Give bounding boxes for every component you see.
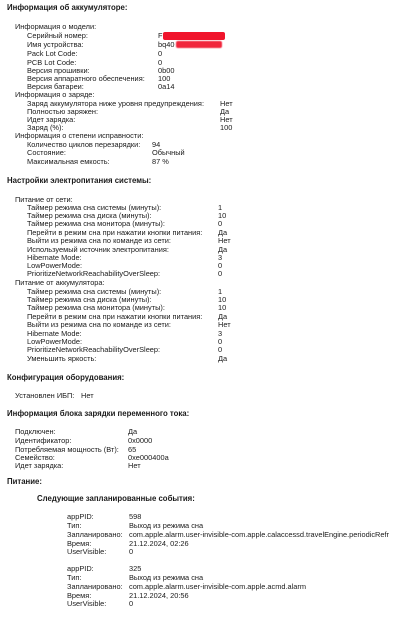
field-value: 0 (158, 49, 163, 58)
ac-power-header: Питание от сети: (15, 195, 73, 204)
field-label: LowPowerMode: (27, 337, 83, 346)
field-label: Используемый источник электропитания: (27, 245, 169, 254)
field-value: 10 (218, 303, 227, 312)
field-label: Таймер режима сна системы (минуты): (27, 203, 162, 212)
field-value: 0 (218, 345, 223, 354)
field-value: Да (218, 312, 228, 321)
field-label: Версия батареи: (27, 82, 84, 91)
field-value: 598 (129, 512, 142, 521)
redaction-mark (176, 41, 222, 48)
field-label: Серийный номер: (27, 31, 88, 40)
field-value: 0 (129, 599, 134, 608)
field-label: Время: (67, 591, 92, 600)
field-value: com.apple.alarm.user-invisible-com.apple.acmd.alarm (129, 582, 307, 591)
field-value: Нет (218, 320, 231, 329)
field-value: 1 (218, 203, 223, 212)
field-label: Таймер режима сна монитора (минуты): (27, 303, 165, 312)
field-label: Таймер режима сна диска (минуты): (27, 211, 152, 220)
field-value: Нет (220, 115, 233, 124)
field-value: Да (218, 354, 228, 363)
power-title: Питание: (7, 477, 42, 486)
field-value: 100 (158, 74, 171, 83)
field-label: Таймер режима сна диска (минуты): (27, 295, 152, 304)
field-value: 0 (158, 58, 163, 67)
field-value: 0 (218, 337, 223, 346)
info-row (0, 355, 402, 364)
model-info-header: Информация о модели: (15, 22, 97, 31)
field-value: 10 (218, 211, 227, 220)
field-value: 0 (218, 261, 223, 270)
health-info-header: Информация о степени исправности: (15, 131, 144, 140)
field-label: PrioritizeNetworkReachabilityOverSleep: (27, 345, 161, 354)
scheduled-events-title: Следующие запланированные события: (37, 494, 195, 503)
field-value: 65 (128, 445, 137, 454)
field-label: PCB Lot Code: (27, 58, 77, 67)
ac-charger-title: Информация блока зарядки переменного тока: (7, 409, 190, 418)
redaction-mark (163, 32, 225, 40)
field-value: Да (128, 427, 138, 436)
field-label: Идет зарядка: (15, 461, 64, 470)
field-value: 0 (218, 269, 223, 278)
battery-section-title: Информация об аккумуляторе: (7, 3, 128, 12)
field-label: Максимальная емкость: (27, 157, 110, 166)
field-label: PrioritizeNetworkReachabilityOverSleep: (27, 269, 161, 278)
device-name-value: bq40 (158, 40, 175, 49)
field-label: Семейство: (15, 453, 55, 462)
battery-power-header: Питание от аккумулятора: (15, 278, 105, 287)
field-value: Да (218, 245, 228, 254)
field-value: 0b00 (158, 66, 175, 75)
field-value: 0xe000400a (128, 453, 169, 462)
charge-info-header: Информация о заряде: (15, 90, 95, 99)
field-label: Количество циклов перезарядки: (27, 140, 141, 149)
field-label: Hibernate Mode: (27, 329, 82, 338)
field-label: Hibernate Mode: (27, 253, 82, 262)
power-settings-title: Настройки электропитания системы: (7, 176, 152, 185)
field-label: Тип: (67, 573, 82, 582)
field-label: Имя устройства: (27, 40, 84, 49)
field-label: Подключен: (15, 427, 56, 436)
field-label: Выйти из режима сна по команде из сети: (27, 236, 171, 245)
field-value: 100 (220, 123, 233, 132)
field-label: appPID: (67, 512, 94, 521)
event-row (0, 531, 402, 540)
field-value: 0x0000 (128, 436, 153, 445)
field-label: UserVisible: (67, 599, 107, 608)
field-label: Перейти в режим сна при нажатии кнопки питания: (27, 228, 203, 237)
field-label: Состояние: (27, 148, 66, 157)
field-label: LowPowerMode: (27, 261, 83, 270)
field-value: com.apple.alarm.user-invisible-com.apple.calaccessd.travelEngine.periodicRefr (129, 531, 390, 539)
field-value: 1 (218, 287, 223, 296)
field-value: Выход из режима сна (129, 521, 204, 530)
field-label: Заряд (%): (27, 123, 64, 132)
field-value: 10 (218, 295, 227, 304)
field-value: 0 (218, 219, 223, 228)
field-label: Потребляемая мощность (Вт): (15, 445, 119, 454)
field-value: 0a14 (158, 82, 175, 91)
field-label: Полностью заряжен: (27, 107, 99, 116)
field-value: 87 % (152, 157, 169, 166)
field-label: Тип: (67, 521, 82, 530)
field-label: UserVisible: (67, 547, 107, 556)
ups-label: Установлен ИБП: (15, 391, 75, 400)
field-value: Да (218, 228, 228, 237)
field-label: Выйти из режима сна по команде из сети: (27, 320, 171, 329)
field-value: Выход из режима сна (129, 573, 204, 582)
field-label: Таймер режима сна монитора (минуты): (27, 219, 165, 228)
field-label: Время: (67, 539, 92, 548)
info-row (0, 392, 402, 401)
field-label: Уменьшить яркость: (27, 354, 97, 363)
field-value: 325 (129, 564, 142, 573)
field-label: Идентификатор: (15, 436, 72, 445)
field-value: Нет (128, 461, 141, 470)
field-value: 0 (129, 547, 134, 556)
field-label: Pack Lot Code: (27, 49, 78, 58)
field-label: Запланировано: (67, 530, 123, 539)
event-row (0, 522, 402, 531)
field-value: 21.12.2024, 02:26 (129, 539, 189, 548)
field-value: Обычный (152, 148, 185, 157)
event-row (0, 548, 402, 557)
field-value: Нет (220, 99, 233, 108)
field-label: Идет зарядка: (27, 115, 76, 124)
field-label: Заряд аккумулятора ниже уровня предупреждения: (27, 99, 204, 108)
ups-value: Нет (81, 391, 94, 400)
field-label: Таймер режима сна системы (минуты): (27, 287, 162, 296)
field-value: 21.12.2024, 20:56 (129, 591, 189, 600)
event-row (0, 600, 402, 609)
field-value: 3 (218, 253, 223, 262)
hardware-config-title: Конфигурация оборудования: (7, 373, 125, 382)
field-label: Перейти в режим сна при нажатии кнопки питания: (27, 312, 203, 321)
field-value: 94 (152, 140, 161, 149)
field-label: Версия аппаратного обеспечения: (27, 74, 145, 83)
field-label: appPID: (67, 564, 94, 573)
serial-number-value: F (158, 31, 163, 40)
info-row (0, 158, 402, 167)
field-value: 3 (218, 329, 223, 338)
field-value: Нет (218, 236, 231, 245)
info-row (0, 462, 402, 471)
event-row (0, 583, 402, 592)
field-value: Да (220, 107, 230, 116)
field-label: Запланировано: (67, 582, 123, 591)
field-label: Версия прошивки: (27, 66, 90, 75)
